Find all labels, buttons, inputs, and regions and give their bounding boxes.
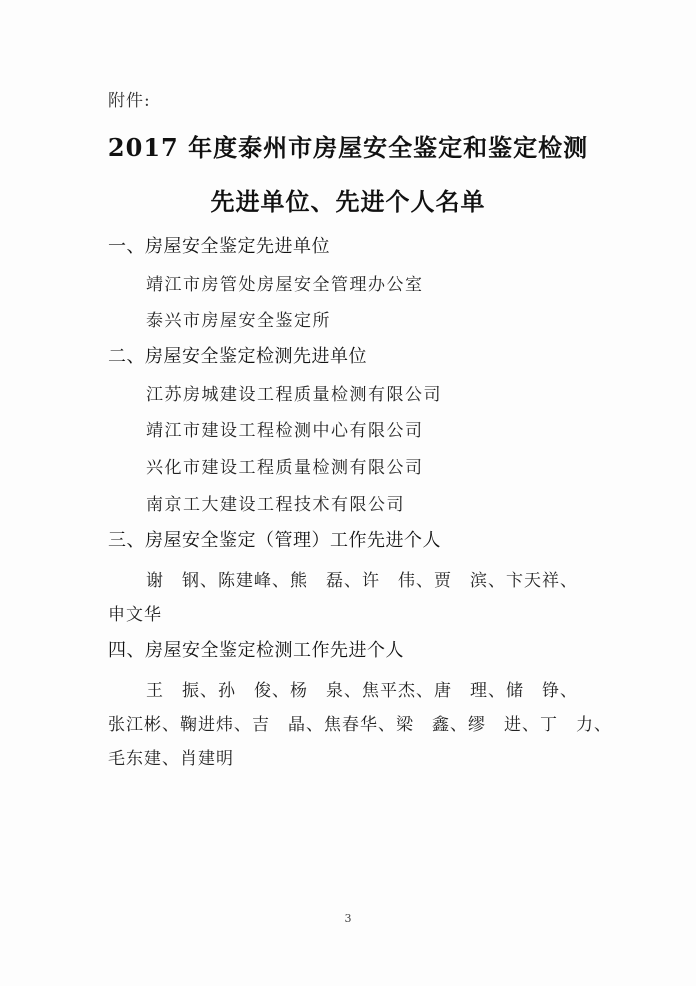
list-item: 靖江市建设工程检测中心有限公司: [146, 421, 424, 441]
document-title-line-1: 2017 年度泰州市房屋安全鉴定和鉴定检测: [107, 133, 589, 162]
page-number: 3: [344, 912, 352, 925]
section-heading-3: 三、房屋安全鉴定（管理）工作先进个人: [108, 530, 441, 551]
list-item: 江苏房城建设工程质量检测有限公司: [146, 385, 442, 405]
list-item: 靖江市房管处房屋安全管理办公室: [146, 275, 424, 295]
section-heading-4: 四、房屋安全鉴定检测工作先进个人: [108, 640, 404, 661]
section-heading-1: 一、房屋安全鉴定先进单位: [108, 236, 330, 257]
list-item: 兴化市建设工程质量检测有限公司: [146, 458, 424, 478]
name-line: 张江彬、鞠进炜、吉 晶、焦春华、梁 鑫、缪 进、丁 力、: [108, 715, 612, 735]
name-line: 毛东建、肖建明: [108, 749, 234, 769]
document-title-line-2: 先进单位、先进个人名单: [210, 187, 486, 216]
name-line: 王 振、孙 俊、杨 泉、焦平杰、唐 理、储 铮、: [146, 681, 578, 701]
list-item: 南京工大建设工程技术有限公司: [146, 495, 405, 515]
section-heading-2: 二、房屋安全鉴定检测先进单位: [108, 346, 367, 367]
attachment-label: 附件:: [108, 91, 151, 111]
list-item: 泰兴市房屋安全鉴定所: [146, 311, 331, 331]
name-line: 谢 钢、陈建峰、熊 磊、许 伟、贾 滨、卞天祥、: [146, 571, 578, 591]
name-line: 申文华: [108, 605, 162, 625]
